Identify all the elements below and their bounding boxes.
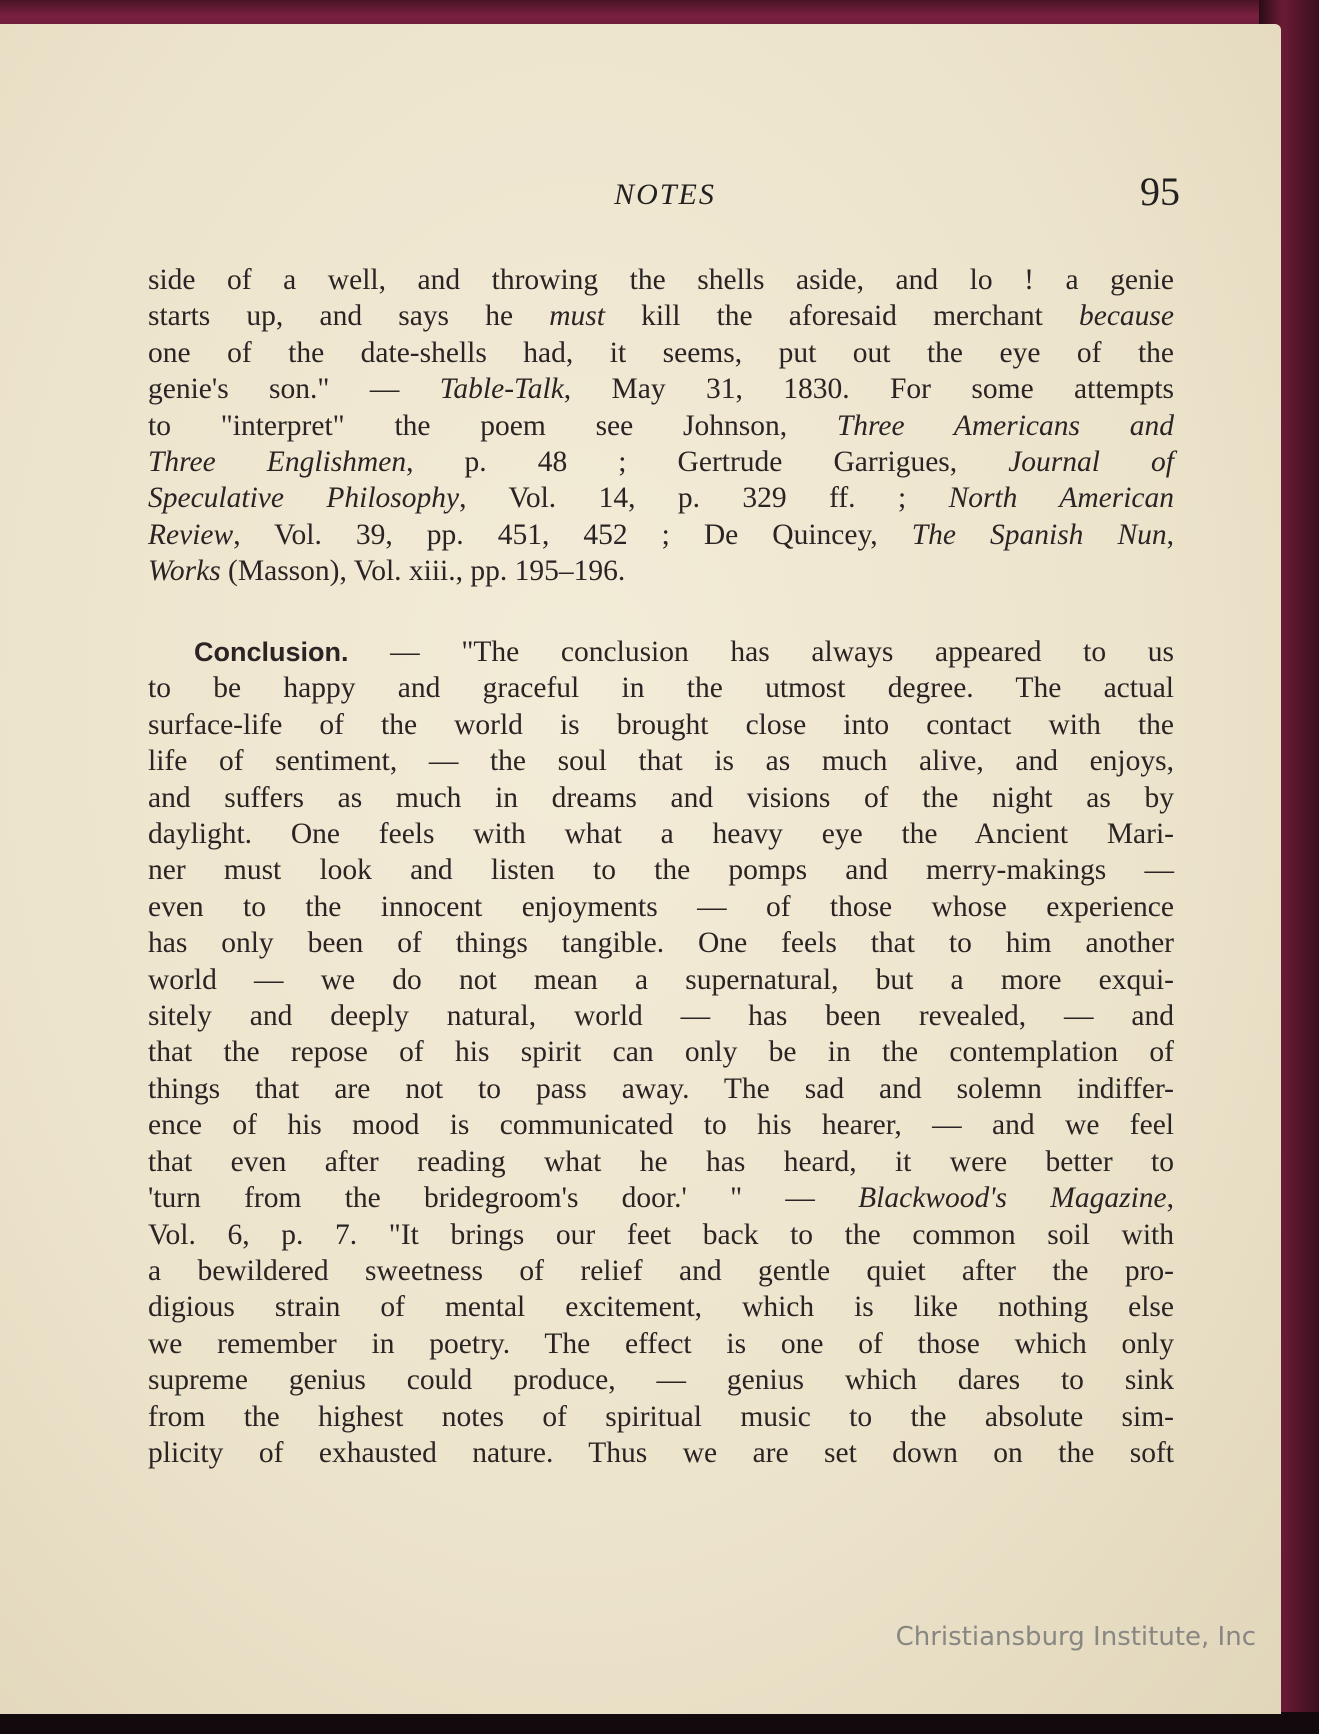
text-line: and suffers as much in dreams and visions of the night as by — [148, 781, 1174, 814]
text-line: things that are not to pass away. The sad and solemn indiffer- — [148, 1072, 1174, 1105]
citation-title: Blackwood's Magazine — [858, 1182, 1167, 1215]
citation-title: The Spanish Nun — [911, 518, 1167, 551]
citation-title: Journal of — [1008, 446, 1174, 479]
citation-title: Table-Talk — [439, 373, 564, 406]
text-line: even to the innocent enjoyments — of those whose experience — [148, 890, 1174, 923]
book-cover-bottom-edge — [0, 1712, 1319, 1734]
text-line: Review, Vol. 39, pp. 451, 452 ; De Quincey, The Spanish Nun, — [148, 518, 1175, 551]
running-title: NOTES — [614, 178, 716, 211]
text-line: that the repose of his spirit can only be in the contemplation of — [148, 1036, 1174, 1069]
text-line: sitely and deeply natural, world — has been revealed, — and — [148, 1000, 1174, 1033]
text-line: Three Englishmen, p. 48 ; Gertrude Garrigues, Journal of — [148, 446, 1174, 479]
text-line: supreme genius could produce, — genius which dares to sink — [148, 1364, 1174, 1397]
citation-title: Three Englishmen — [148, 446, 407, 479]
citation-title: Three Americans and — [836, 409, 1174, 442]
italic-emphasis: must — [549, 300, 605, 333]
page-header — [150, 150, 1180, 214]
page-number: 95 — [1140, 169, 1180, 214]
citation-title: Speculative Philosophy — [148, 482, 460, 515]
citation-title: Works — [148, 555, 221, 588]
text-line: one of the date-shells had, it seems, put out the eye of the — [148, 336, 1174, 369]
text-line: digious strain of mental excitement, which is like nothing else — [148, 1291, 1174, 1324]
text-line: life of sentiment, — the soul that is as much alive, and enjoys, — [148, 745, 1174, 778]
text-line: side of a well, and throwing the shells aside, and lo ! a genie — [148, 264, 1174, 296]
watermark: Christiansburg Institute, Inc — [895, 1622, 1256, 1652]
paragraph-continuation — [148, 262, 1174, 590]
text-line: a bewildered sweetness of relief and gentle quiet after the pro- — [148, 1254, 1174, 1287]
text-line: ner must look and listen to the pomps and merry-makings — — [148, 854, 1174, 887]
text-line: Vol. 6, p. 7. "It brings our feet back to the common soil with — [148, 1218, 1174, 1251]
text-line: world — we do not mean a supernatural, but a more exqui- — [148, 963, 1174, 996]
text-line: genie's son." — Table-Talk, May 31, 1830. For some attempts — [148, 373, 1174, 406]
citation-title: North American — [948, 482, 1174, 515]
text-line: 'turn from the bridegroom's door.' " — Blackwood's Magazine, — [148, 1182, 1175, 1215]
text-line: surface-life of the world is brought close into contact with the — [148, 708, 1174, 741]
text-line: we remember in poetry. The effect is one of those which only — [148, 1327, 1174, 1360]
citation-title: Review — [148, 518, 234, 551]
text-line: Works (Masson), Vol. xiii., pp. 195–196. — [148, 555, 626, 588]
text-line: to "interpret" the poem see Johnson, Three Americans and — [148, 409, 1174, 442]
text-line: daylight. One feels with what a heavy eye the Ancient Mari- — [148, 818, 1174, 851]
text-line: to be happy and graceful in the utmost degree. The actual — [148, 672, 1174, 705]
text-line: ence of his mood is communicated to his hearer, — and we feel — [148, 1109, 1174, 1142]
italic-emphasis: because — [1078, 300, 1174, 333]
text-line: Conclusion. — "The conclusion has always appeared to us — [194, 636, 1174, 668]
text-line: has only been of things tangible. One feels that to him another — [148, 927, 1174, 960]
text-line: Speculative Philosophy, Vol. 14, p. 329 ff. ; North American — [148, 482, 1174, 515]
text-line: that even after reading what he has heard, it were better to — [148, 1145, 1174, 1178]
section-label: Conclusion. — [194, 637, 349, 667]
text-line: from the highest notes of spiritual music to the absolute sim- — [148, 1400, 1174, 1433]
text-line: starts up, and says he must kill the aforesaid merchant because — [148, 300, 1174, 333]
paragraph-conclusion — [148, 634, 1174, 1471]
text-line: plicity of exhausted nature. Thus we are set down on the soft — [148, 1436, 1174, 1469]
